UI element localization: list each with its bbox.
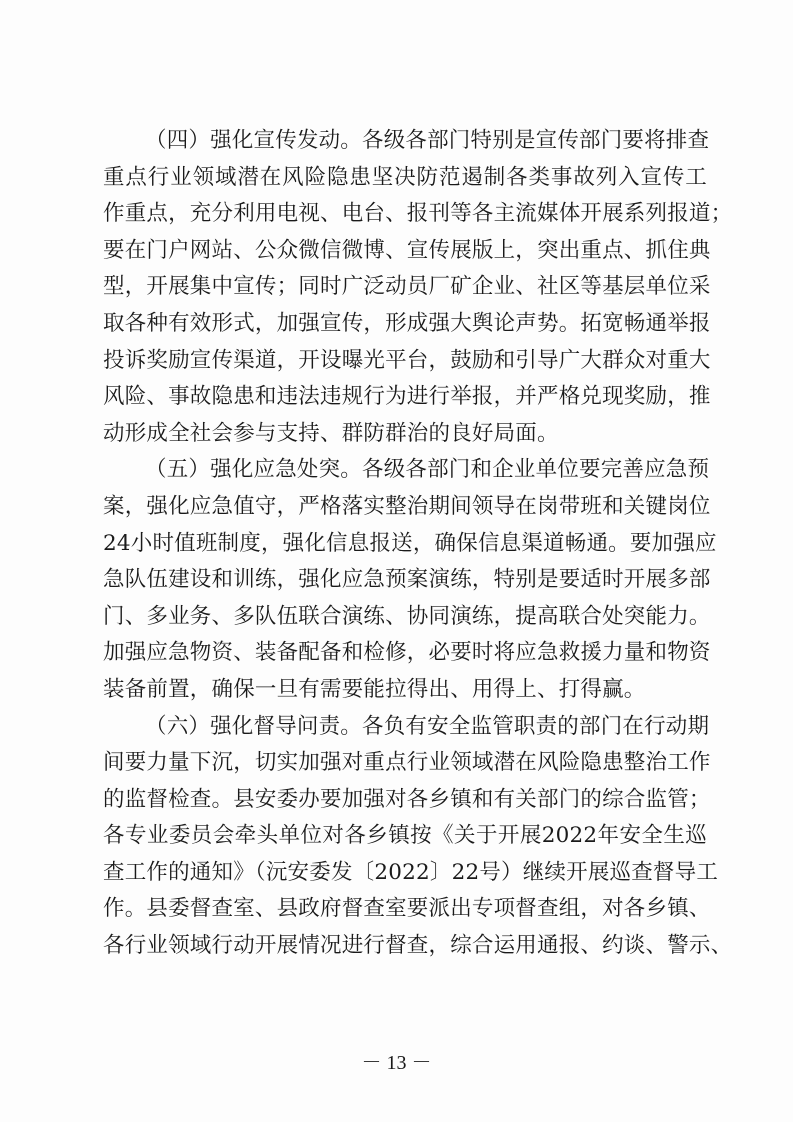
- paragraph-5-line: 案，强化应急值守，严格落实整治期间领导在岗带班和关键岗位: [103, 493, 711, 519]
- document-body: [103, 123, 733, 965]
- paragraph-6-line: （六）强化督导问责。各负有安全监管职责的部门在行动期: [145, 713, 710, 739]
- paragraph-4-line: 动形成全社会参与支持、群防群治的良好局面。: [103, 420, 559, 446]
- paragraph-5-line: 装备前置，确保一旦有需要能拉得出、用得上、打得赢。: [103, 676, 646, 702]
- page-number: － 13 －: [361, 1052, 432, 1074]
- paragraph-6-line: 各专业委员会牵头单位对各乡镇按《关于开展2022年安全生巡: [103, 823, 707, 849]
- paragraph-6-line: 的监督检查。县安委办要加强对各乡镇和有关部门的综合监管；: [103, 786, 711, 812]
- paragraph-6-line: 查工作的通知》（沅安委发〔2022〕22号）继续开展巡查督导工: [103, 859, 719, 885]
- paragraph-4-line: 型，开展集中宣传；同时广泛动员厂矿企业、社区等基层单位采: [103, 274, 711, 300]
- paragraph-6-line: 各行业领域行动开展情况进行督查，综合运用通报、约谈、警示、: [103, 933, 733, 959]
- paragraph-4-line: （四）强化宣传发动。各级各部门特别是宣传部门要将排查: [145, 128, 710, 153]
- paragraph-5-line: 加强应急物资、装备配备和检修，必要时将应急救援力量和物资: [103, 640, 711, 666]
- paragraph-6-line: 作。县委督查室、县政府督查室要派出专项督查组，对各乡镇、: [103, 896, 711, 922]
- paragraph-4-line: 作重点，充分利用电视、电台、报刊等各主流媒体开展系列报道；: [103, 201, 733, 227]
- paragraph-4-line: 要在门户网站、公众微信微博、宣传展版上，突出重点、抓住典: [103, 237, 711, 263]
- paragraph-4-line: 取各种有效形式，加强宣传，形成强大舆论声势。拓宽畅通举报: [103, 310, 711, 336]
- paragraph-4-line: 重点行业领域潜在风险隐患坚决防范遏制各类事故列入宣传工: [103, 164, 707, 190]
- paragraph-5-line: （五）强化应急处突。各级各部门和企业单位要完善应急预: [145, 457, 710, 483]
- paragraph-5-line: 门、多业务、多队伍联合演练、协同演练，提高联合处突能力。: [103, 603, 711, 629]
- paragraph-6-line: 间要力量下沉，切实加强对重点行业领域潜在风险隐患整治工作: [103, 750, 711, 776]
- paragraph-5-line: 24小时值班制度，强化信息报送，确保信息渠道畅通。要加强应: [103, 530, 717, 556]
- paragraph-5-line: 急队伍建设和训练，强化应急预案演练，特别是要适时开展多部: [103, 567, 711, 593]
- paragraph-4-line: 投诉奖励宣传渠道，开设曝光平台，鼓励和引导广大群众对重大: [103, 347, 711, 373]
- paragraph-4-line: 风险、事故隐患和违法违规行为进行举报，并严格兑现奖励，推: [103, 384, 711, 410]
